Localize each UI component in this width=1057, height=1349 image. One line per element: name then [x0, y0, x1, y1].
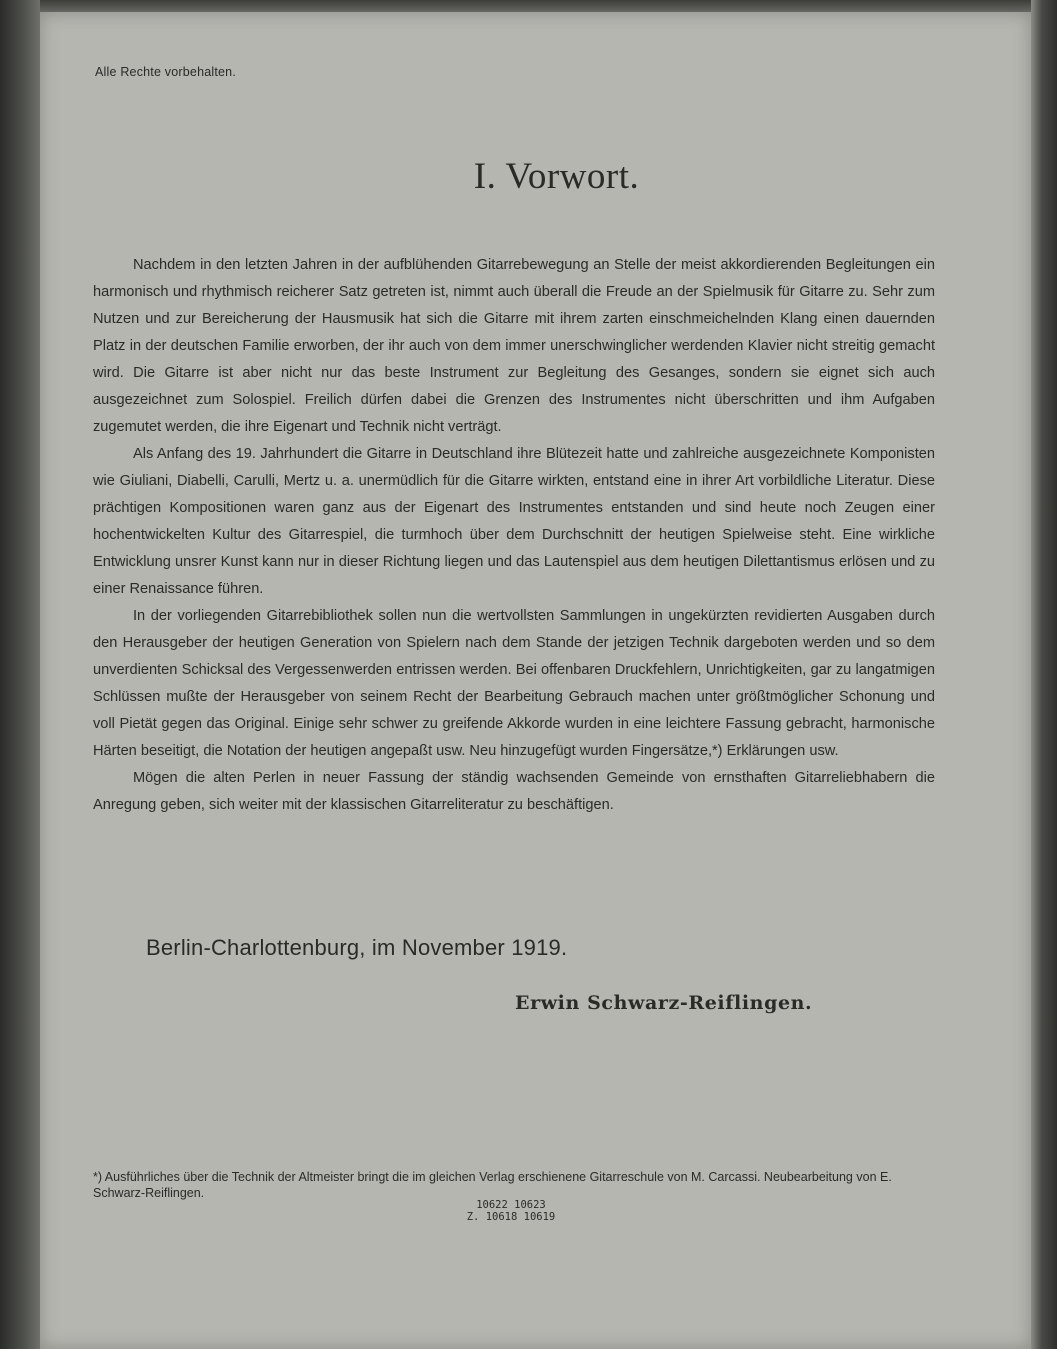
- paragraph-1: Nachdem in den letzten Jahren in der aufblühenden Gitarrebewegung an Stelle der meist akkordierenden Begleitungen ein harmonisch und rhythmisch reicherer Satz getreten ist, nimmt auch überall die Freude an der Spielmusik für Gitarre zu. Sehr zum Nutzen und zur Bereicherung der Hausmusik hat sich die Gitarre mit ihrem zarten einschmeichelnden Klang einen dauernden Platz in der deutschen Familie erworben, der ihr auch von dem immer unerschwinglicher werdenden Klavier nicht streitig gemacht wird. Die Gitarre ist aber nicht nur das beste Instrument zur Begleitung des Gesanges, sondern sie eignet sich auch ausgezeichnet zum Solospiel. Freilich dürfen dabei die Grenzen des Instrumentes nicht überschritten und ihm Aufgaben zugemutet werden, die ihre Eigenart und Technik nicht verträgt.: [93, 257, 935, 435]
- paragraph-4: Mögen die alten Perlen in neuer Fassung der ständig wachsenden Gemeinde von ernsthaften Gitarreliebhabern die Anregung geben, sich weiter mit der klassischen Gitarreliteratur zu beschäftigen.: [93, 770, 935, 813]
- book-binding-right: [1031, 0, 1057, 1349]
- page-title: I. Vorwort.: [473, 156, 640, 197]
- footnote: *) Ausführliches über die Technik der Altmeister bringt die im gleichen Verlag erschienene Gitarreschule von M. Carcassi. Neubearbeitung von E. Schwarz-Reiflingen.: [93, 1170, 892, 1200]
- plate-numbers: [446, 1199, 576, 1223]
- rights-notice: Alle Rechte vorbehalten.: [95, 65, 236, 79]
- document-page: [40, 12, 1031, 1349]
- book-binding-left: [0, 0, 40, 1349]
- plate-line-1: 10622 10623: [476, 1199, 546, 1211]
- author-signature: Erwin Schwarz-Reiflingen.: [515, 992, 813, 1014]
- place-date: Berlin-Charlottenburg, im November 1919.: [146, 935, 568, 960]
- paragraph-3: In der vorliegenden Gitarrebibliothek sollen nun die wertvollsten Sammlungen in ungekürzten revidierten Ausgaben durch den Herausgeber der heutigen Generation von Spielern nach dem Stande der jetzigen Technik dargeboten werden und so dem unverdienten Schicksal des Vergessenwerden entrissen werden. Bei offenbaren Druckfehlern, Unrichtigkeiten, gar zu langatmigen Schlüssen mußte der Herausgeber von seinem Recht der Bearbeitung Gebrauch machen unter größtmöglicher Schonung und voll Pietät gegen das Original. Einige sehr schwer zu greifende Akkorde wurden in eine leichtere Fassung gebracht, harmonische Härten beseitigt, die Notation der heutigen angepaßt usw. Neu hinzugefügt wurden Fingersätze,*) Erklärungen usw.: [93, 608, 935, 759]
- paragraph-2: Als Anfang des 19. Jahrhundert die Gitarre in Deutschland ihre Blütezeit hatte und zahlreiche ausgezeichnete Komponisten wie Giuliani, Diabelli, Carulli, Mertz u. a. unermüdlich für die Gitarre wirkten, entstand eine in ihrer Art vorbildliche Literatur. Diese prächtigen Kompositionen waren ganz aus der Eigenart des Instrumentes entstanden und sind heute noch Zeugen einer hochentwickelten Kultur des Gitarrespiel, die turmhoch über dem Durchschnitt der heutigen Spielweise steht. Eine wirkliche Entwicklung unsrer Kunst kann nur in dieser Richtung liegen und das Lautenspiel aus dem heutigen Dilettantismus erlösen und zu einer Renaissance führen.: [93, 446, 935, 597]
- plate-line-2: Z. 10618 10619: [466, 1211, 556, 1223]
- preface-body: [93, 252, 935, 819]
